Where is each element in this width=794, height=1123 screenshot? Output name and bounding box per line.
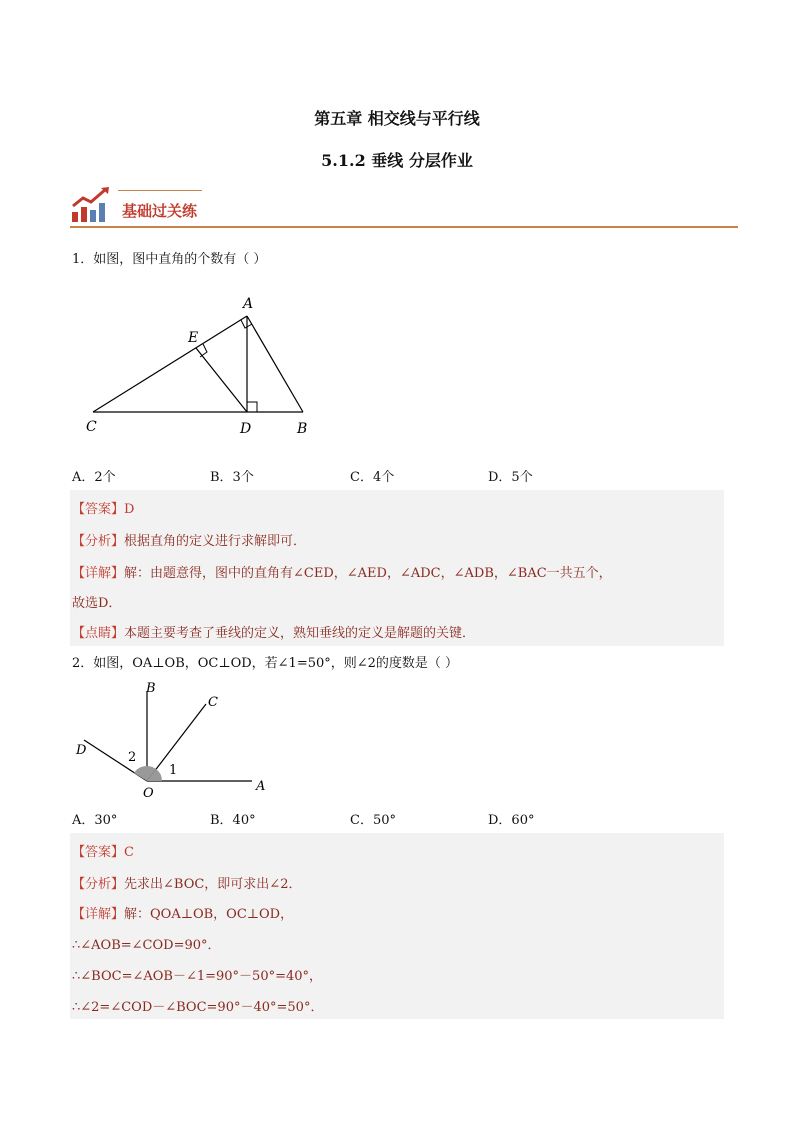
q2-detail-line-3: ∴∠BOC=∠AOB－∠1=90°－50°=40°， xyxy=(72,969,323,984)
q1-label-d: D xyxy=(240,421,252,437)
q2-answer: C xyxy=(124,845,134,860)
chart-growth-icon xyxy=(70,186,118,224)
q1-analysis-line: 【分析】根据直角的定义进行求解即可． xyxy=(72,534,307,549)
q1-label-e: E xyxy=(188,330,199,346)
q2-detail-line-4: ∴∠2=∠COD－∠BOC=90°－40°=50°． xyxy=(72,1000,324,1015)
q1-option-c[interactable]: C．4个 xyxy=(350,470,395,485)
q1-label-a: A xyxy=(243,296,254,312)
q1-label-b: B xyxy=(297,421,308,437)
q2-angle-1: 1 xyxy=(169,763,178,778)
q1-comment-line: 【点睛】本题主要考查了垂线的定义，熟知垂线的定义是解题的关键． xyxy=(72,626,476,641)
q2-answer-line: 【答案】C xyxy=(72,845,134,860)
q2-option-a[interactable]: A．30° xyxy=(72,813,118,828)
q1-answer-box xyxy=(70,490,724,646)
q2-label-c: C xyxy=(208,695,218,710)
section-rule-top xyxy=(118,190,202,191)
q2-stem: 2．如图，OA⊥OB，OC⊥OD，若∠1=50°，则∠2的度数是（ ） xyxy=(72,656,459,671)
q2-option-c[interactable]: C．50° xyxy=(350,813,396,828)
lesson-title: 5.1.2 垂线 分层作业 xyxy=(321,151,473,170)
q2-option-d[interactable]: D．60° xyxy=(488,813,535,828)
q1-option-b[interactable]: B．3个 xyxy=(210,470,254,485)
q2-label-a: A xyxy=(256,779,266,794)
q1-option-d[interactable]: D．5个 xyxy=(488,470,533,485)
q2-angle-2: 2 xyxy=(128,750,137,765)
q2-label-d: D xyxy=(76,743,87,758)
q1-answer-line: 【答案】D xyxy=(72,502,135,517)
section-label: 基础过关练 xyxy=(122,202,198,220)
q2-analysis-line: 【分析】先求出∠BOC，即可求出∠2． xyxy=(72,877,302,892)
q2-label-o: O xyxy=(143,786,154,801)
q1-answer: D xyxy=(124,502,135,517)
q1-figure xyxy=(80,290,320,440)
q1-label-c: C xyxy=(86,419,97,435)
section-divider xyxy=(70,226,738,228)
q2-answer-box xyxy=(70,833,724,1019)
q1-stem: 1．如图，图中直角的个数有（ ） xyxy=(72,252,267,267)
chapter-title: 第五章 相交线与平行线 xyxy=(314,109,480,128)
q1-option-a[interactable]: A．2个 xyxy=(72,470,116,485)
q2-option-b[interactable]: B．40° xyxy=(210,813,256,828)
q2-figure xyxy=(70,676,270,802)
q1-detail-line-1: 【详解】解：由题意得，图中的直角有∠CED，∠AED，∠ADC，∠ADB，∠BAC一共五个， xyxy=(72,566,612,581)
q1-detail-line-2: 故选D． xyxy=(72,596,122,611)
q2-label-b: B xyxy=(146,681,156,696)
q2-detail-line-1: 【详解】解：QOA⊥OB，OC⊥OD， xyxy=(72,907,294,922)
q2-detail-line-2: ∴∠AOB=∠COD=90°． xyxy=(72,938,221,953)
